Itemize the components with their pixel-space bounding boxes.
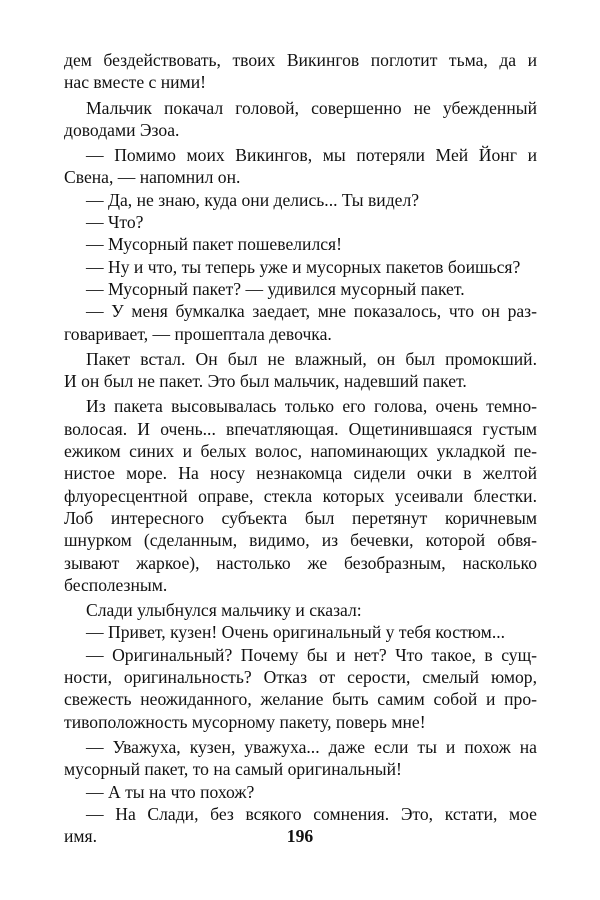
text-line: — Мусорный пакет? — удивился мусорный пакет. (86, 278, 465, 299)
text-line: бесполезным. (64, 574, 168, 595)
text-line: волосая. И очень... впечатляющая. Ощетинившаяся густым (64, 418, 537, 439)
text-line: — Привет, кузен! Очень оригинальный у тебя костюм... (86, 622, 506, 643)
text-line: мусорный пакет, то на самый оригинальный! (64, 759, 402, 780)
text-line: тивоположность мусорному пакету, поверь мне! (64, 711, 426, 732)
text-line: — Мусорный пакет пошевелился! (86, 234, 342, 255)
text-line: доводами Эзоа. (64, 119, 180, 140)
text-line: говаривает, — прошептала девочка. (64, 323, 332, 344)
text-line: Свена, — напомнил он. (64, 167, 241, 188)
text-line: ежиком синих и белых волос, напоминающих укладкой пе- (64, 441, 537, 462)
text-line: флуоресцентной оправе, стекла которых усеивали блестки. (64, 485, 537, 506)
text-line: Из пакета высовывалась только его голова, очень темно- (86, 396, 537, 417)
text-line: Мальчик покачал головой, совершенно не убежденный (86, 97, 537, 118)
text-line: — А ты на что похож? (86, 781, 255, 802)
text-line: — Оригинальный? Почему бы и нет? Что такое, в сущ- (86, 644, 537, 665)
text-line: свежесть неожиданного, желание быть самим собой и про- (64, 689, 537, 710)
text-line: дем бездействовать, твоих Викингов поглотит тьма, да и (64, 50, 537, 70)
text-line: Лоб интересного субъекта был перетянут коричневым (64, 507, 537, 528)
text-line: Пакет встал. Он был не влажный, он был промокший. (86, 348, 537, 369)
page-number: 196 (286, 826, 314, 846)
text-line: нас вместе с ними! (64, 72, 206, 93)
text-line: Слади улыбнулся мальчику и сказал: (86, 600, 362, 621)
text-line: ности, оригинальность? Отказ от серости, смелый юмор, (64, 667, 537, 688)
body-text (64, 49, 537, 847)
text-line: — Что? (86, 212, 144, 233)
text-line: имя. (64, 826, 98, 847)
text-line: — Да, не знаю, куда они делись... Ты видел? (86, 189, 420, 210)
text-line: шнурком (сделанным, видимо, из бечевки, которой обвя- (64, 530, 537, 551)
text-line: зывают жаркое), настолько же безобразным, насколько (64, 552, 537, 573)
text-line: — Ну и что, ты теперь уже и мусорных пакетов боишься? (86, 256, 521, 277)
text-line: И он был не пакет. Это был мальчик, надевший пакет. (64, 371, 467, 392)
text-line: — У меня бумкалка заедает, мне показалось, что он раз- (86, 301, 537, 322)
text-line: — На Слади, без всякого сомнения. Это, кстати, мое (86, 803, 537, 824)
text-line: — Уважуха, кузен, уважуха... даже если ты и похож на (86, 736, 537, 757)
text-line: нистое море. На носу незнакомца сидели очки в желтой (64, 463, 537, 484)
text-line: — Помимо моих Викингов, мы потеряли Мей Йонг и (86, 145, 537, 166)
